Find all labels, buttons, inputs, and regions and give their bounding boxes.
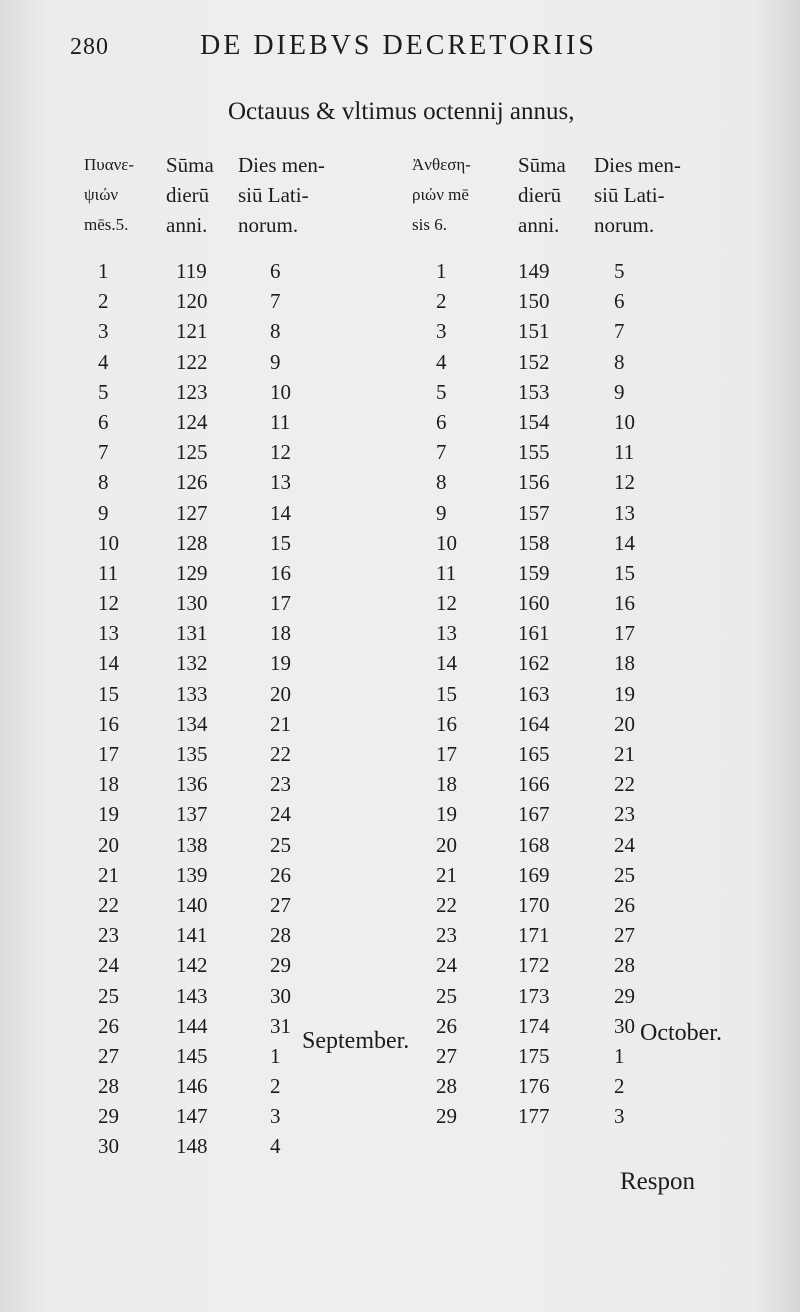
page-number: 280 <box>70 34 109 60</box>
table-cell: 166 <box>518 772 550 797</box>
table-cell: 29 <box>270 953 291 978</box>
header-latin-days-left <box>238 150 325 240</box>
table-cell: 148 <box>176 1134 208 1159</box>
table-cell: 17 <box>270 591 291 616</box>
header-line: Dies men- <box>594 153 681 177</box>
table-cell: 125 <box>176 440 208 465</box>
table-cell: 151 <box>518 319 550 344</box>
table-cell: 175 <box>518 1043 550 1068</box>
month-label-october: October. <box>640 1020 722 1046</box>
table-cell: 18 <box>436 772 457 797</box>
table-cell: 161 <box>518 621 550 646</box>
table-cell: 14 <box>98 651 119 676</box>
table-cell: 26 <box>436 1013 457 1038</box>
table-cell: 170 <box>518 892 550 917</box>
column-right-latin-day <box>614 256 635 1131</box>
table-cell: 29 <box>436 1104 457 1129</box>
table-cell: 17 <box>436 742 457 766</box>
table-cell: 1 <box>98 259 109 283</box>
table-cell: 18 <box>614 651 635 676</box>
table-cell: 144 <box>176 1013 208 1038</box>
table-cell: 18 <box>98 772 119 797</box>
table-cell: 174 <box>518 1013 550 1038</box>
table-cell: 22 <box>614 772 635 797</box>
table-cell: 3 <box>436 319 447 344</box>
table-cell: 165 <box>518 742 550 766</box>
table-cell: 10 <box>270 379 291 404</box>
table-cell: 2 <box>436 289 447 314</box>
table-cell: 20 <box>270 681 291 706</box>
table-cell: 137 <box>176 802 208 827</box>
table-cell: 28 <box>98 1074 119 1099</box>
table-cell: 19 <box>270 651 291 676</box>
table-cell: 11 <box>614 440 635 465</box>
table-cell: 7 <box>436 440 447 465</box>
table-cell: 25 <box>614 862 635 887</box>
header-line: sis 6. <box>412 215 447 234</box>
table-cell: 27 <box>614 923 635 948</box>
column-left-month-day <box>98 256 119 1162</box>
table-cell: 27 <box>270 892 291 917</box>
table-cell: 5 <box>98 379 109 404</box>
header-line: norum. <box>594 213 655 237</box>
table-cell: 30 <box>98 1134 119 1159</box>
table-cell: 23 <box>614 802 635 827</box>
table-cell: 173 <box>518 983 550 1008</box>
table-cell: 176 <box>518 1074 550 1099</box>
table-cell: 167 <box>518 802 550 827</box>
table-cell: 168 <box>518 832 550 857</box>
table-cell: 10 <box>614 409 635 434</box>
table-cell: 24 <box>98 953 119 978</box>
table-cell: 152 <box>518 349 550 374</box>
column-left-year-day <box>176 256 208 1162</box>
table-cell: 16 <box>270 560 291 585</box>
table-cell: 2 <box>270 1074 281 1099</box>
table-cell: 5 <box>436 379 447 404</box>
table-cell: 16 <box>98 711 119 736</box>
table-cell: 8 <box>270 319 281 344</box>
table-cell: 140 <box>176 892 208 917</box>
table-cell: 146 <box>176 1074 208 1099</box>
table-cell: 143 <box>176 983 208 1008</box>
table-cell: 136 <box>176 772 208 797</box>
table-cell: 8 <box>614 349 625 374</box>
table-cell: 131 <box>176 621 208 646</box>
table-cell: 13 <box>436 621 457 646</box>
table-cell: 27 <box>436 1043 457 1068</box>
table-cell: 6 <box>98 409 109 434</box>
table-cell: 25 <box>436 983 457 1008</box>
header-line: dierū <box>518 183 562 207</box>
table-cell: 9 <box>98 500 109 525</box>
table-cell: 127 <box>176 500 208 525</box>
table-cell: 16 <box>614 591 635 616</box>
table-cell: 158 <box>518 530 550 555</box>
table-cell: 16 <box>436 711 457 736</box>
table-cell: 2 <box>98 289 109 314</box>
table-cell: 22 <box>436 892 457 917</box>
table-cell: 13 <box>98 621 119 646</box>
table-cell: 6 <box>436 409 447 434</box>
table-cell: 160 <box>518 591 550 616</box>
table-cell: 164 <box>518 711 550 736</box>
table-cell: 9 <box>270 349 281 374</box>
table-cell: 17 <box>614 621 635 646</box>
section-subtitle: Octauus & vltimus octennij annus, <box>228 98 575 125</box>
table-cell: 21 <box>614 742 635 766</box>
table-cell: 11 <box>270 409 291 434</box>
table-cell: 14 <box>436 651 457 676</box>
table-cell: 22 <box>98 892 119 917</box>
table-cell: 134 <box>176 711 208 736</box>
table-cell: 12 <box>270 440 291 465</box>
table-cell: 20 <box>614 711 635 736</box>
table-cell: 121 <box>176 319 208 344</box>
header-greek-month-left <box>84 150 134 240</box>
table-cell: 24 <box>270 802 291 827</box>
table-cell: 150 <box>518 289 550 314</box>
table-cell: 119 <box>176 259 207 283</box>
catchword: Respon <box>620 1168 695 1195</box>
table-cell: 19 <box>436 802 457 827</box>
table-cell: 10 <box>436 530 457 555</box>
table-cell: 31 <box>270 1013 291 1038</box>
table-cell: 15 <box>614 560 635 585</box>
table-cell: 8 <box>436 470 447 495</box>
table-cell: 23 <box>98 923 119 948</box>
table-cell: 6 <box>270 259 281 283</box>
table-cell: 24 <box>436 953 457 978</box>
table-cell: 17 <box>98 742 119 766</box>
header-line: ψιών <box>84 185 119 204</box>
table-cell: 29 <box>98 1104 119 1129</box>
table-cell: 7 <box>98 440 109 465</box>
table-cell: 145 <box>176 1043 208 1068</box>
table-cell: 26 <box>270 862 291 887</box>
table-cell: 120 <box>176 289 208 314</box>
table-cell: 135 <box>176 742 208 766</box>
table-cell: 126 <box>176 470 208 495</box>
table-cell: 30 <box>614 1013 635 1038</box>
header-line: siū Lati- <box>238 183 309 207</box>
table-cell: 22 <box>270 742 291 766</box>
table-cell: 154 <box>518 409 550 434</box>
header-line: norum. <box>238 213 299 237</box>
table-cell: 30 <box>270 983 291 1008</box>
column-left-latin-day <box>270 256 291 1162</box>
table-cell: 28 <box>270 923 291 948</box>
table-cell: 11 <box>436 560 457 585</box>
header-line: mēs.5. <box>84 215 129 234</box>
table-cell: 122 <box>176 349 208 374</box>
table-cell: 153 <box>518 379 550 404</box>
table-cell: 25 <box>98 983 119 1008</box>
table-cell: 162 <box>518 651 550 676</box>
table-cell: 4 <box>436 349 447 374</box>
table-cell: 28 <box>614 953 635 978</box>
table-cell: 6 <box>614 289 625 314</box>
header-sum-days-left <box>166 150 214 240</box>
table-cell: 156 <box>518 470 550 495</box>
table-cell: 1 <box>614 1043 625 1068</box>
header-line: siū Lati- <box>594 183 665 207</box>
table-cell: 9 <box>436 500 447 525</box>
table-cell: 124 <box>176 409 208 434</box>
column-right-month-day <box>436 256 457 1131</box>
table-cell: 14 <box>614 530 635 555</box>
header-sum-days-right <box>518 150 566 240</box>
table-cell: 163 <box>518 681 550 706</box>
table-cell: 141 <box>176 923 208 948</box>
table-cell: 1 <box>270 1043 281 1068</box>
header-line: ριών mē <box>412 185 469 204</box>
table-cell: 10 <box>98 530 119 555</box>
table-cell: 28 <box>436 1074 457 1099</box>
table-cell: 2 <box>614 1074 625 1099</box>
table-cell: 7 <box>614 319 625 344</box>
table-cell: 24 <box>614 832 635 857</box>
month-label-september: September. <box>302 1028 410 1054</box>
table-cell: 132 <box>176 651 208 676</box>
header-greek-month-right <box>412 150 471 240</box>
header-line: anni. <box>166 213 208 237</box>
table-cell: 26 <box>98 1013 119 1038</box>
table-cell: 4 <box>270 1134 281 1159</box>
header-line: anni. <box>518 213 560 237</box>
table-cell: 12 <box>98 591 119 616</box>
table-cell: 8 <box>98 470 109 495</box>
table-cell: 3 <box>614 1104 625 1129</box>
table-cell: 26 <box>614 892 635 917</box>
table-cell: 14 <box>270 500 291 525</box>
table-cell: 159 <box>518 560 550 585</box>
table-cell: 23 <box>270 772 291 797</box>
table-cell: 7 <box>270 289 281 314</box>
table-cell: 142 <box>176 953 208 978</box>
header-line: Sūma <box>518 153 566 177</box>
table-cell: 157 <box>518 500 550 525</box>
header-line: dierū <box>166 183 210 207</box>
table-cell: 139 <box>176 862 208 887</box>
table-cell: 20 <box>98 832 119 857</box>
table-cell: 177 <box>518 1104 550 1129</box>
table-cell: 149 <box>518 259 550 283</box>
table-cell: 130 <box>176 591 208 616</box>
table-cell: 172 <box>518 953 550 978</box>
table-cell: 128 <box>176 530 208 555</box>
table-cell: 21 <box>98 862 119 887</box>
table-cell: 12 <box>436 591 457 616</box>
table-cell: 12 <box>614 470 635 495</box>
running-head: DE DIEBVS DECRETORIIS <box>200 30 597 61</box>
header-line: Dies men- <box>238 153 325 177</box>
table-cell: 29 <box>614 983 635 1008</box>
table-cell: 19 <box>614 681 635 706</box>
table-cell: 5 <box>614 259 625 283</box>
table-cell: 169 <box>518 862 550 887</box>
table-cell: 27 <box>98 1043 119 1068</box>
table-cell: 19 <box>98 802 119 827</box>
table-cell: 9 <box>614 379 625 404</box>
table-cell: 155 <box>518 440 550 465</box>
table-cell: 21 <box>270 711 291 736</box>
table-cell: 138 <box>176 832 208 857</box>
table-cell: 15 <box>436 681 457 706</box>
table-cell: 25 <box>270 832 291 857</box>
header-line: Sūma <box>166 153 214 177</box>
table-cell: 3 <box>98 319 109 344</box>
table-cell: 15 <box>98 681 119 706</box>
table-cell: 147 <box>176 1104 208 1129</box>
table-cell: 13 <box>614 500 635 525</box>
table-cell: 171 <box>518 923 550 948</box>
table-cell: 18 <box>270 621 291 646</box>
table-cell: 133 <box>176 681 208 706</box>
table-cell: 21 <box>436 862 457 887</box>
table-cell: 129 <box>176 560 208 585</box>
table-cell: 11 <box>98 560 119 585</box>
table-cell: 4 <box>98 349 109 374</box>
table-cell: 20 <box>436 832 457 857</box>
column-right-year-day <box>518 256 550 1131</box>
table-cell: 23 <box>436 923 457 948</box>
header-line: Ἀνθεση- <box>412 155 471 174</box>
table-cell: 15 <box>270 530 291 555</box>
header-latin-days-right <box>594 150 681 240</box>
table-cell: 3 <box>270 1104 281 1129</box>
table-cell: 1 <box>436 259 447 283</box>
table-cell: 123 <box>176 379 208 404</box>
header-line: Πυανε- <box>84 155 135 174</box>
table-cell: 13 <box>270 470 291 495</box>
